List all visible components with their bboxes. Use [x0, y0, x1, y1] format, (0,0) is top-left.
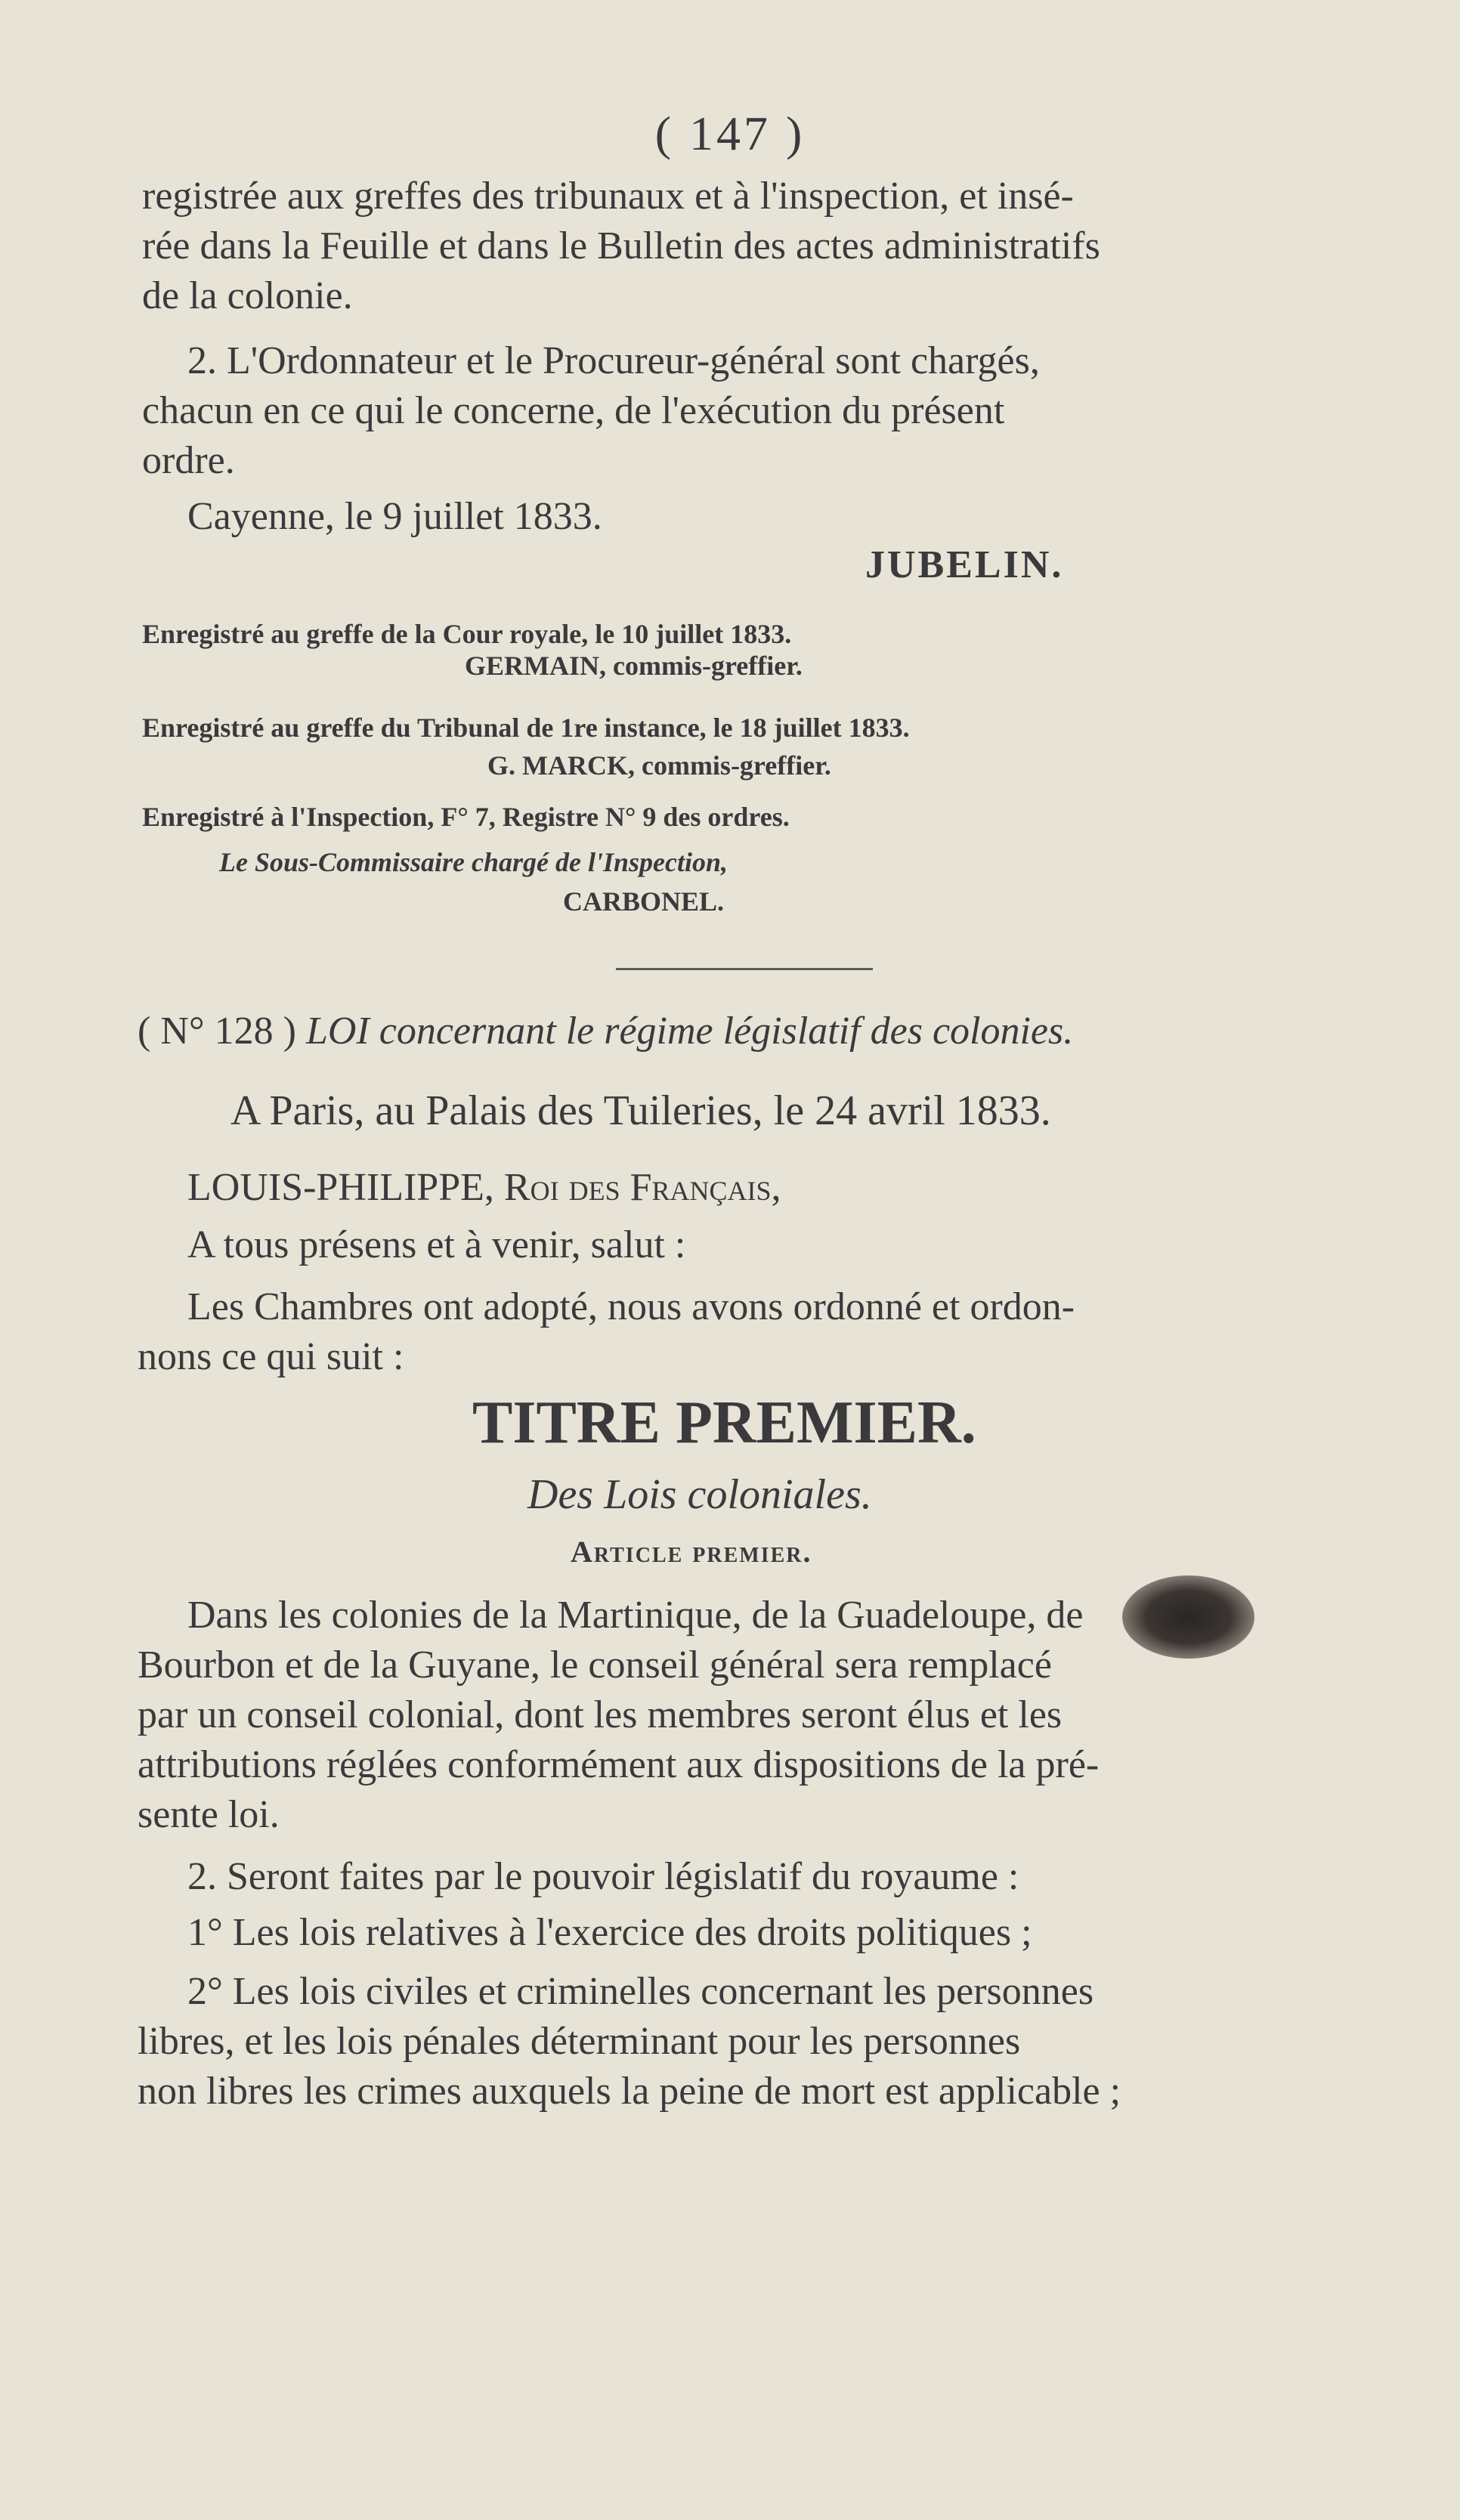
registration-signatory: G. MARCK, commis-greffier.	[487, 750, 831, 781]
place-date-line: Cayenne, le 9 juillet 1833.	[187, 495, 602, 538]
separator-rule	[616, 968, 873, 970]
law-number: ( N° 128 )	[138, 1010, 296, 1053]
text-line: Dans les colonies de la Martinique, de la Guadeloupe, de	[187, 1594, 1084, 1637]
text-line: sente loi.	[138, 1793, 280, 1836]
text-line: registrée aux greffes des tribunaux et à l'inspection, et insé-	[142, 175, 1074, 218]
text-line: par un conseil colonial, dont les membres seront élus et les	[138, 1693, 1063, 1736]
page-number: ( 147 )	[654, 107, 806, 160]
law-title: LOI concernant le régime législatif des colonies.	[305, 1010, 1074, 1053]
registration-signatory: CARBONEL.	[563, 886, 725, 917]
text-line: attributions réglées conformément aux dispositions de la pré-	[138, 1743, 1100, 1786]
text-line: 2. L'Ordonnateur et le Procureur-général sont chargés,	[187, 339, 1040, 382]
text-line: 1° Les lois relatives à l'exercice des droits politiques ;	[187, 1911, 1032, 1954]
registration-line: Enregistré à l'Inspection, F° 7, Registre N° 9 des ordres.	[142, 802, 790, 832]
ink-stain	[1122, 1575, 1254, 1659]
text-line: Les Chambres ont adopté, nous avons ordonné et ordon-	[187, 1285, 1075, 1328]
text-line: Bourbon et de la Guyane, le conseil général sera remplacé	[138, 1643, 1052, 1687]
titre-subtitle: Des Lois coloniales.	[527, 1471, 872, 1518]
text-line: rée dans la Feuille et dans le Bulletin des actes administratifs	[142, 224, 1100, 267]
king-name: LOUIS-PHILIPPE,	[187, 1166, 494, 1209]
text-line: de la colonie.	[142, 274, 353, 317]
registration-line: Enregistré au greffe du Tribunal de 1re instance, le 18 juillet 1833.	[142, 713, 910, 743]
text-line: libres, et les lois pénales déterminant pour les personnes	[138, 2020, 1021, 2063]
law-place-date: A Paris, au Palais des Tuileries, le 24 avril 1833.	[230, 1087, 1051, 1134]
text-line: non libres les crimes auxquels la peine de mort est applicable ;	[138, 2070, 1121, 2113]
registration-signatory: GERMAIN, commis-greffier.	[465, 651, 803, 681]
text-line: 2. Seront faites par le pouvoir législatif du royaume :	[187, 1855, 1019, 1898]
king-title: Roi des Français,	[503, 1166, 781, 1209]
registration-line: Le Sous-Commissaire chargé de l'Inspection,	[219, 847, 728, 877]
text-line: ordre.	[142, 439, 235, 482]
article-heading: Article premier.	[571, 1535, 812, 1569]
law-heading	[138, 1009, 1073, 1053]
text-line: nons ce qui suit :	[138, 1335, 404, 1378]
text-line: chacun en ce qui le concerne, de l'exécution du présent	[142, 389, 1005, 432]
titre-heading: TITRE PREMIER.	[472, 1390, 976, 1456]
registration-line: Enregistré au greffe de la Cour royale, le 10 juillet 1833.	[142, 619, 792, 649]
signature: JUBELIN.	[865, 543, 1064, 586]
salut-line: A tous présens et à venir, salut :	[187, 1223, 686, 1266]
king-line	[187, 1165, 781, 1210]
text-line: 2° Les lois civiles et criminelles concernant les personnes	[187, 1970, 1094, 2013]
